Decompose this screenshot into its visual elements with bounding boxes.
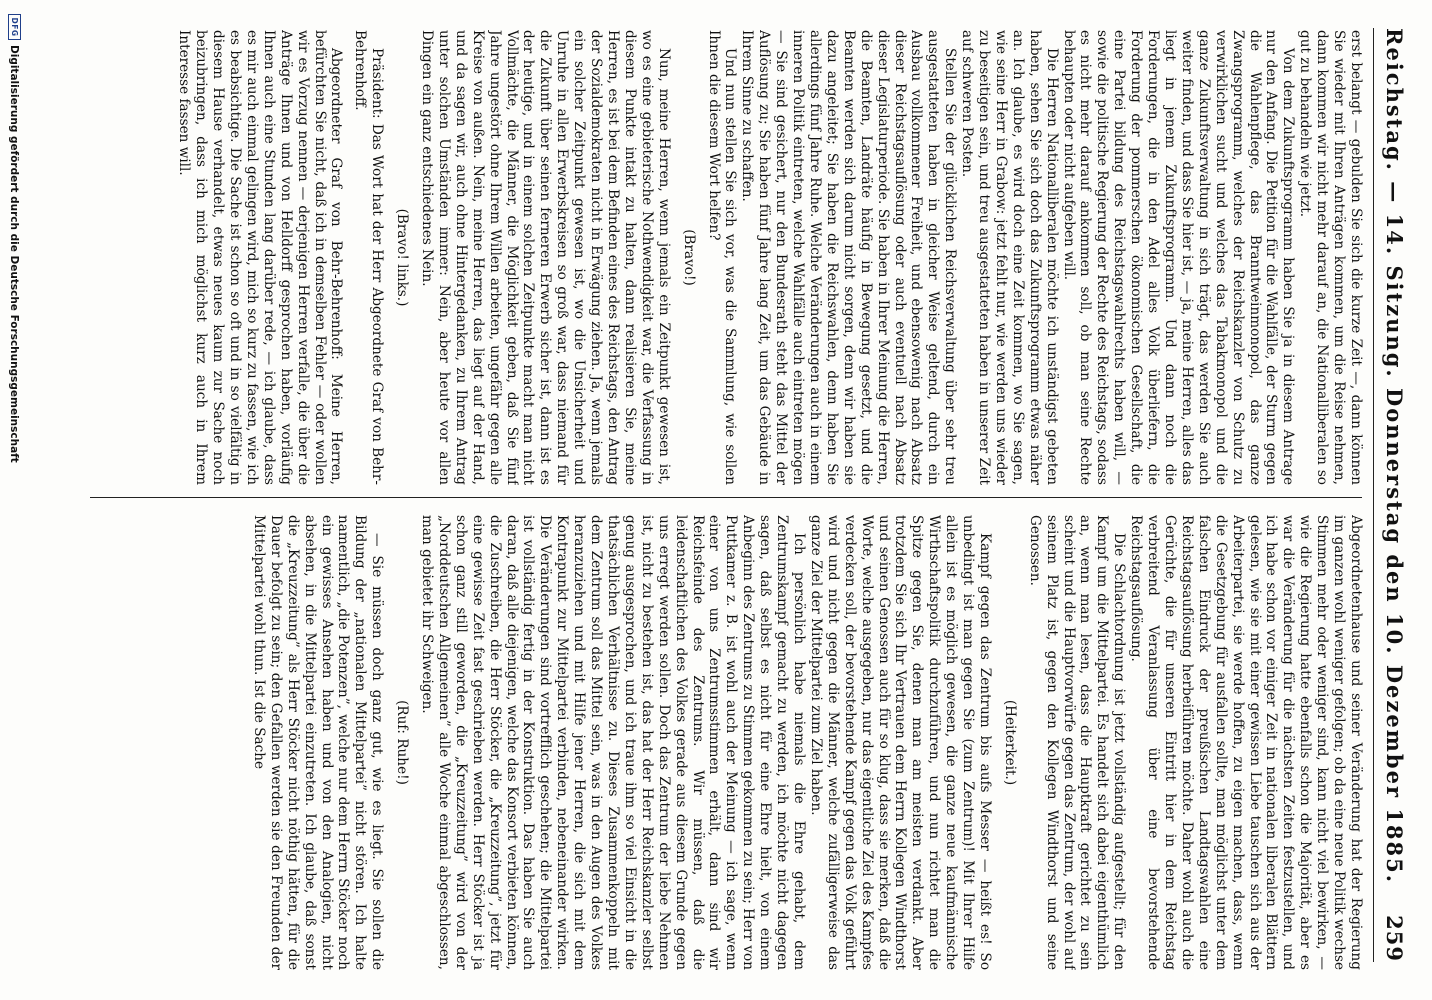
paragraph: Und nun stellen Sie sich vor, was die Sammlung, wie sollen Ihnen die diesem Wort helfen? — [705, 30, 739, 485]
dfg-logo-icon: DFG — [8, 14, 21, 40]
interjection: (Bravo! links.) — [394, 208, 411, 307]
digitization-credit — [8, 14, 21, 463]
left-column — [175, 30, 1364, 485]
paragraph: Stellen Sie der glücklichen Reichsverwaltung über sehr treu ausgestatteten haben in gleicher Weise geltend, durch ein Ausbau vollkommener Freiheit, und ebensowenig nach Absatz dieser Reichstagsauflösung oder auch eventuell nach Absatz dieser Legislaturperiode. Sie haben in Ihrer Meinung die Herren, die Beamten, Landräte häufig in Bewegung gesetzt, und die Beamten werden sich darum nicht sorgen, denn wir haben sie dazu angeleitet; Sie haben die Reichswahlen, denn haben Sie allerdings fünf Jahre Ruhe. Welche Veränderungen auch in einem inneren Politik eintreten, welche Wahlfälle auch eintreten mögen — Sie sind gesichert, nur den Bundesrath steht das Mittel der Auflösung zu; Sie haben fünf Jahre lang Zeit, um das Gebäude in Ihrem Sinne zu schaffen. — [739, 30, 959, 485]
paragraph: — Sie müssen doch ganz gut, wie es liegt. Sie sollen die Bildung der „nationalen Mittelpartei” nicht stören. Ich halte namentlich, „die Potenzen”, welche nur dem Herrn Stöcker noch ein gewisses Ansehen haben und von den Analogien, nicht absehen, in die Mittelpartei einzutreten. Ich glaube, daß sonst die „Kreuzzeitung” als Herr Stöcker nicht nöthig hätten, für die Dauer befolgt zu sein; den Gefallen werden sie den Freunden der Mittelpartei wohl thun. Ist die Sache — [250, 515, 386, 970]
right-column — [250, 515, 1364, 970]
paragraph: erst belangt — gebulden Sie sich die kurze Zeit —, dann können Sie wieder mit Ihren Anträgen kommen, um die Reise nehmen, dann kommen wir nicht mehr darauf an, die Nationalliberalen so gut zu behandeln wie jetzt. — [1297, 30, 1364, 485]
paragraph: Ich persönlich habe niemals die Ehre gehabt, dem Zentrumskampf gemacht zu werden, ich möchte nicht dagegen sagen, daß selbst es nicht für eine Ehre hielt, von einem Anbeginn des Zentrums zu Stimmen gekommen zu sein; Herr von Puttkamer z. B. ist wohl auch der Meinung — ich sage, wenn einer von uns Zentrumsstimmen erhält, dann sind wir Reichsfeinde des Zentrums. Wir müssen, daß die leidenschaftlichen des Volkes gerade aus diesem Grunde gegen uns erregt werden sollen. Doch das Zentrum der liebe Nehmen ist, nicht zu bestehen ist, das hat der Herr Reichskanzler selbst genug ausgesprochen, und ich traue ihm so viel Einsicht in die thatsächlichen Verhältnisse zu. Dieses Zusammenkoppeln mit dem Zentrum soll das Mittel sein, was in den Augen des Volkes heranzuziehen und mit Hilfe jener Herren, die sich mit dem Kontrapunkt zur Mittelpartei verbinden, nebeneinander wirken. Die Veränderungen sind vortrefflich geschehen; die Mittelpartei ist vollständig fertig in der Konstruktion. Das haben Sie auch daran, daß alle diejenigen, welche das Konsort verbieten können, die Zuschreiben, die Herr Stöcker, die „Kreuzzeitung”, jetzt für eine gewisse Zeit fast geschrieben werden. Herr Stöcker ist ja schon ganz still geworden, die „Kreuzzeitung” wird von der „Norddeutschen Allgemeinen” alle Woche einmal abgeschlossen, man gebietet ihr Schweigen. — [419, 515, 807, 970]
interjection: (Heiterkeit.) — [1001, 699, 1018, 786]
paragraph: Die Schlachtordnung ist jetzt vollständig aufgestellt; für den Kampf um die Mittelpartei. Es handelt sich dabei eigenthümlich an, wenn man lesen, dass die Hauptkraft gerichtet zu sein scheint und die Hauptvorwürfe gegen das Zentrum, der wohl auf seinem Platz ist, gegen den Kollegen Windthorst und seine Genossen. — [1026, 515, 1128, 970]
paragraph: Kampf gegen das Zentrum bis aufs Messer — heißt es! So unbedingt ist man gegen Sie (zum Zentrum)! Mit Ihrer Hilfe allein ist es möglich gewesen, die ganze neue kaufmännische Wirthschaftspolitik durchzuführen, und nun richtet man die Spitze gegen Sie, denen man am meisten verdankt. Aber trotzdem Sie sich Ihr Vertrauen dem Herrn Kollegen Windthorst und seinen Genossen auch für so klug, dass sie merken, daß die Worte, welche ausgegeben, nur das eigentliche Ziel des Kampfes verdecken soll, der bevorstehende Kampf gegen das Volk geführt wird und nicht gegen die Männer, welche zufälligerweise das ganze Ziel der Mittelpartei zum Ziel haben. — [807, 515, 993, 970]
page-number: 259 — [1382, 915, 1408, 962]
interjection: (Ruf: Ruhe!) — [394, 700, 411, 785]
paragraph: Abgeordnetenhause und seiner Veränderung hat der Regierung im ganzen wohl weniger gefolgen; ob da eine neue Politik wechse Stimmen mehr oder weniger sind, kann nicht viel bewirken, — wie die Regierung hatte ebenfalls schon die Majorität, aber es war die Veränderung für die nächsten Zeiten festzustellen, und ich habe schon vor einiger Zeit in nationalen liberalen Blättern gelesen, wie sie mit einer gewissen Liebe tauschen sich aus der Arbeiterpartei, sie werde hoffen, zu eigen machen, dass, wenn die Gesetzgebung für ausfallen sollte, man möglichst unter dem falschen Eindruck der preußischen Landtagswahlen eine Reichstagsauflösung herbeiführen möchte. Daher wohl auch die Gerüchte, die für unseren Eintritt hier in dem Reichstag verbreitend Veranlassung über eine bevorstehende Reichstagsauflösung. — [1128, 515, 1364, 970]
header-rule — [1373, 28, 1374, 962]
running-title: Reichstag. — 14. Sitzung. Donnerstag den 10. Dezember 1885. — [1382, 28, 1408, 885]
interjection: (Bravo!) — [680, 229, 697, 286]
paragraph: Nun, meine Herren, wenn jemals ein Zeitpunkt gewesen ist, wo es eine gebieterische Nothwendigkeit war, die Verfassung in diesem Punkte intakt zu halten, dann realisieren Sie, meine Herren, es ist bei dem Befinden eines des Reichstags, den Antrag der Sozialdemokraten nicht in Erwägung ziehen. Ja, wenn jemals ein solcher Zeitpunkt gewesen ist, wo die Unsicherheit und Unruhe in allen Erwerbskreisen so groß war, dass niemand für die Zukunft über seinen ferneren Erwerb sicher ist, dann ist es der heutige, und in einem solchen Zeitpunkte macht man nicht Vollmächte, die Männer, die Möglichkeit geben, daß Sie fünf Jahre ungestört ohne Ihrem Willen arbeiten, ungefähr gegen alle Kreise von außen. Nein, meine Herren, das liegt auf der Hand, und da sagen wir, auch ohne Hintergedanken, zu Ihrem Antrag unter solchen Umständen immer: Nein, aber heute vor allen Dingen ein ganz entschiedenes Nein. — [419, 30, 672, 485]
page-header — [1378, 28, 1412, 962]
paragraph: Die Herren Nationalliberalen möchte ich unständigst gebeten haben, sehen Sie sich doch das Zukunftsprogramm etwas näher an. Ich glaube, es wird doch eine Zeit kommen, wo Sie sagen, wie seine Herr in Grabow: jetzt fehlt nur, wie werden uns wieder zu beseitigen sein, und treu ausgestatteten haben in unserer Zeit auf schweren Posten. — [959, 30, 1060, 485]
paragraph: Von dem Zukunftsprogramm haben Sie ja in diesem Antrage nur den Anfang. Die Petition für die Wahlfälle, der Sturm gegen die Wahlenpflege, das Branntweinmonopol, das ganze Zwangsprogramm, welches der Reichskanzler von Schutz zu verwirklichen sucht und welches das Tabakmonopol und die ganze Zukunftsverwaltung in sich trägt, das werden Sie auch weiter finden, und dass Sie hier ist, — ja, meine Herren, alles das liegt in jenem Zukunftsprogramm. Und dann noch die Forderungen, die in den Adel alles Volk überliefern, die Forderung der pommerschen ökonomischen Gesellschaft, die eine Partei bildung des Reichstagswahlrechts haben will, — sowie die politische Regierung der Rechte des Reichstags, sodass es nicht mehr darauf ankommen soll, ob man seine Rechte behaupten oder nicht aufgeben will. — [1060, 30, 1297, 485]
speaker-paragraph: Abgeordneter Graf von Behr-Behrenhoff: Meine Herren, befürchten Sie nicht, daß ich in demselben Fehler — oder wollen wir es Vorzug nennen — derjenigen Herren verfalle, die über die Anträge Ihnen und von Helldorff gesprochen haben, vorläufig Ihnen auch eine Stunden lang darüber rede, — ich glaube, dass es mir auch einmal gelingen wird, mich so kurz zu fassen, wie ich es beabsichtige. Die Sache ist schon so oft und in so vielfältig in diesem Hause verhandelt, etwas neues kaum zur Sache noch beizubringen, dass ich mich möglichst kurz auch in Ihrem Interesse fassen will. — [176, 30, 345, 485]
column-divider — [90, 497, 1362, 498]
credit-text: Digitalisierung gefördert durch die Deutsche Forschungsgemeinschaft — [8, 45, 21, 463]
speaker-paragraph: Präsident: Das Wort hat der Herr Abgeordnete Graf von Behr-Behrenhoff. — [352, 30, 386, 485]
